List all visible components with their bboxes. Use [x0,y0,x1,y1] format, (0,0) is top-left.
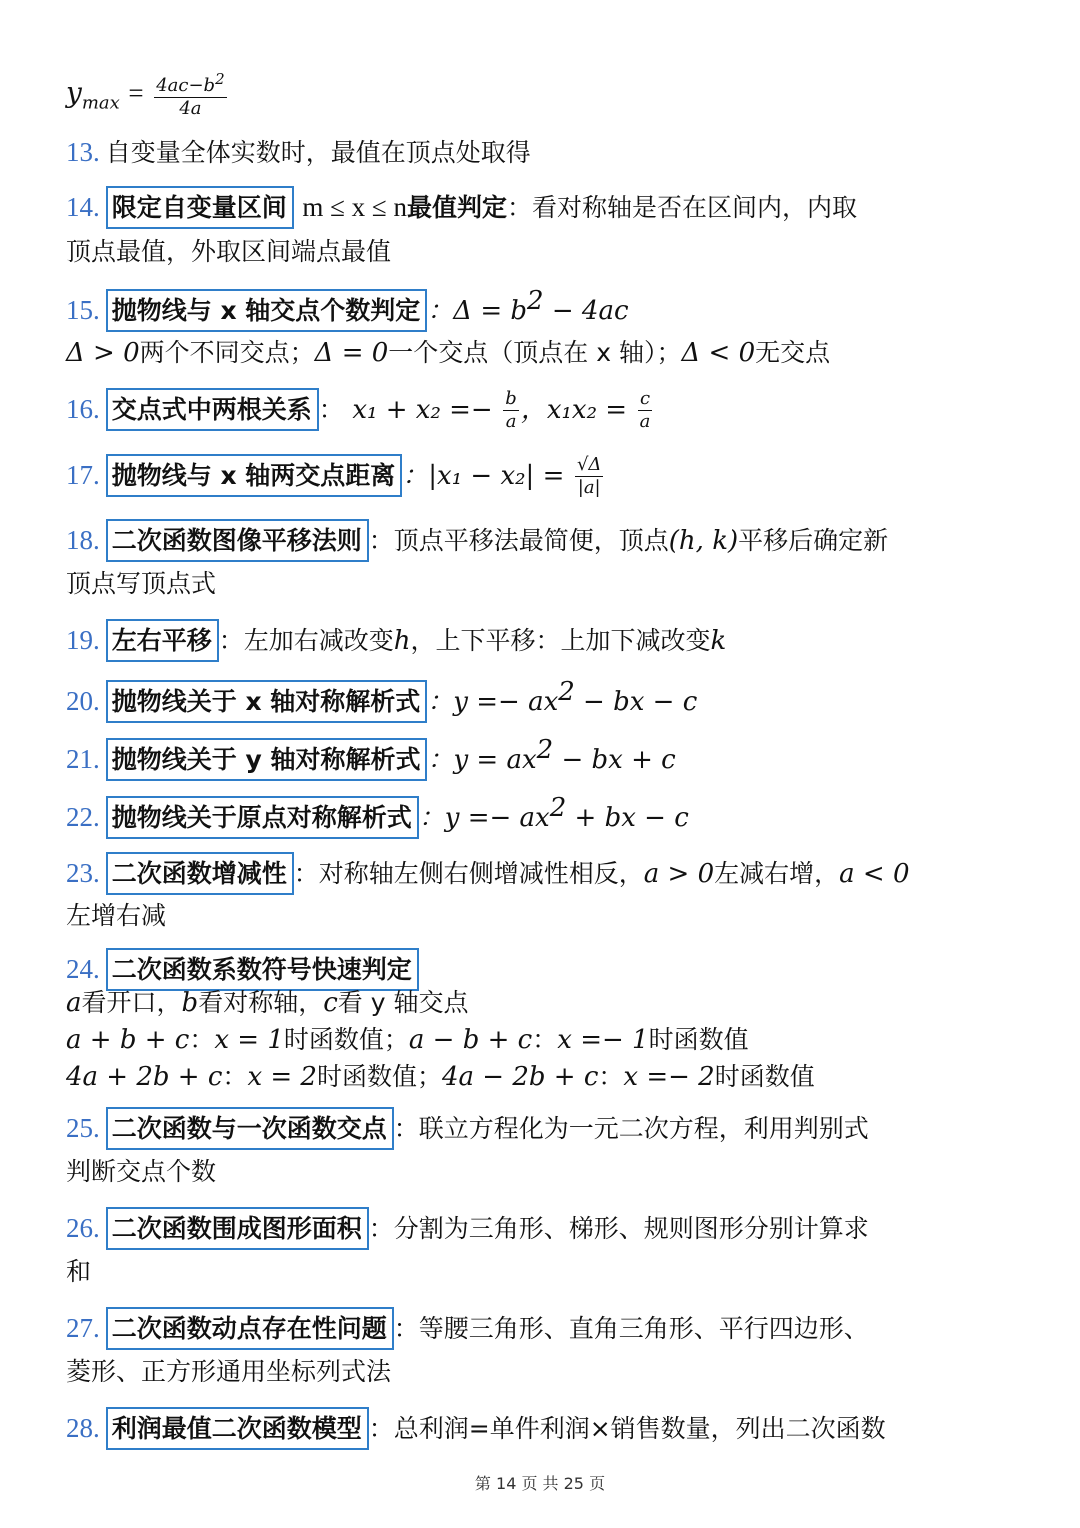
vertex-coordinates: (h, k) [668,526,739,556]
item-title-box: 利润最值二次函数模型 [106,1407,369,1450]
item-title-box: 二次函数增减性 [106,852,294,895]
item-15 [66,287,629,332]
item-number: 26. [66,1213,100,1243]
item-text: 左减右增， [714,859,840,888]
fraction-numerator: 4ac−b [156,75,216,96]
item-number: 20. [66,686,100,716]
item-27 [66,1307,869,1350]
item-23-continuation [66,900,166,931]
item-16 [66,388,654,433]
item-17 [66,454,605,499]
item-text: 顶点最值，外取区间端点最值 [66,237,392,266]
fraction-numerator: √Δ [576,454,602,476]
interval-condition: m ≤ x ≤ n [302,192,407,222]
sum-fraction [503,388,519,432]
item-title-box: 抛物线与 x 轴交点个数判定 [106,289,428,332]
ymax-subscript: max [81,92,120,114]
item-number: 21. [66,744,100,774]
separator: ： [222,1062,248,1091]
item-number: 28. [66,1413,100,1443]
expression: a + b + c [66,1025,190,1055]
item-number: 13. [66,137,100,167]
expression: 4a + 2b + c [66,1062,223,1092]
x-value: x =− 1 [557,1025,649,1055]
exponent: 2 [536,735,554,765]
condition-a-negative: a < 0 [839,859,910,889]
item-text: 顶点写顶点式 [66,569,217,598]
item-title-box: 二次函数围成图形面积 [106,1207,369,1250]
item-number: 14. [66,192,100,222]
item-number: 17. [66,460,100,490]
item-15-cases [66,337,830,369]
distance-formula: ：|x₁ − x₂| = [402,461,565,491]
item-text: ：总利润=单件利润×销售数量，列出二次函数 [368,1414,886,1443]
item-24-line-3 [66,1061,815,1093]
item-number: 24. [66,954,100,984]
condition-a-positive: a > 0 [643,859,715,889]
x-value: x = 2 [247,1062,317,1092]
fraction-denominator: |a| [577,477,601,498]
item-18 [66,519,888,562]
item-number: 16. [66,394,100,424]
item-text: 时函数值； [283,1025,409,1054]
item-text: 平移后确定新 [738,526,889,555]
item-title-box: 交点式中两根关系 [106,388,319,431]
item-28 [66,1407,886,1450]
item-title-box: 抛物线关于 x 轴对称解析式 [106,680,428,723]
item-text: 时函数值； [316,1062,442,1091]
item-18-continuation [66,568,216,599]
root-product: ，x₁x₂ = [520,395,628,425]
item-number: 15. [66,295,100,325]
formula-end: − bx − c [574,687,698,717]
item-25-continuation [66,1156,216,1187]
item-number: 22. [66,802,100,832]
item-title-box: 抛物线关于原点对称解析式 [106,796,419,839]
item-text: 看开口， [81,988,182,1017]
item-text: 时函数值 [714,1062,815,1091]
variable-k: k [710,626,727,656]
equals-sign: = [128,78,144,109]
exponent: 2 [527,286,544,316]
item-text: 看对称轴， [198,988,324,1017]
formula-end: − bx + c [553,745,676,775]
item-text: ：等腰三角形、直角三角形、平行四边形、 [393,1314,869,1343]
distance-fraction [575,454,603,498]
item-number: 27. [66,1313,100,1343]
item-24 [66,948,419,991]
formula: ：y = ax [427,745,537,775]
case-text: 一个交点（顶点在 x 轴）； [388,338,682,367]
item-title-box: 二次函数动点存在性问题 [106,1307,394,1350]
coef-c: c [323,988,338,1018]
fraction-numerator: c [639,388,651,410]
x-value: x =− 2 [623,1062,715,1092]
item-text: ：对称轴左侧右侧增减性相反， [293,859,644,888]
item-title-box: 二次函数系数符号快速判定 [106,948,419,991]
item-text: 自变量全体实数时，最值在顶点处取得 [105,138,531,167]
separator: ： [532,1025,558,1054]
item-24-line-1 [66,987,468,1019]
formula: ：y =− ax [418,803,550,833]
product-fraction [638,388,653,432]
separator: ： [598,1062,624,1091]
coef-a: a [66,988,82,1018]
item-title-box: 二次函数图像平移法则 [106,519,369,562]
item-22 [66,794,689,839]
fraction-denominator: a [505,411,517,432]
page-footer: 第 14 页 共 25 页 [474,1474,606,1493]
case-text: 无交点 [755,338,831,367]
case-condition: Δ = 0 [314,338,389,368]
ymax-formula [66,70,229,119]
item-text: 时函数值 [648,1025,749,1054]
item-text: 看 y 轴交点 [337,988,469,1017]
fraction-denominator: a [639,411,651,432]
item-23 [66,852,910,895]
discriminant-formula-end: − 4ac [543,296,629,326]
item-text: ：联立方程化为一元二次方程，利用判别式 [393,1114,869,1143]
item-27-continuation [66,1356,391,1387]
item-text: 判断交点个数 [66,1157,217,1186]
item-title-box: 限定自变量区间 [106,186,294,229]
discriminant-formula: ：Δ = b [427,296,528,326]
exponent: 2 [558,677,575,707]
expression: 4a − 2b + c [441,1062,599,1092]
item-title-box: 抛物线关于 y 轴对称解析式 [106,738,428,781]
root-sum: x₁ + x₂ =− [352,395,493,425]
fraction-exponent: 2 [215,70,225,88]
item-14-continuation [66,236,391,267]
item-text: ，上下平移：上加下减改变 [410,626,711,655]
variable-h: h [393,626,411,656]
item-text: 左增右减 [66,901,167,930]
item-title-box: 左右平移 [106,619,219,662]
expression: a − b + c [408,1025,533,1055]
case-text: 两个不同交点； [139,338,315,367]
separator: ： [318,395,344,424]
item-text: 和 [66,1257,92,1286]
item-text: ：分割为三角形、梯形、规则图形分别计算求 [368,1214,869,1243]
case-condition: Δ > 0 [66,338,140,368]
item-26-continuation [66,1256,91,1287]
separator: ： [189,1025,215,1054]
item-26 [66,1207,869,1250]
coef-b: b [181,988,199,1018]
item-24-line-2 [66,1024,749,1056]
item-title-box: 二次函数与一次函数交点 [106,1107,394,1150]
item-14 [66,186,857,229]
fraction-numerator: b [505,388,517,410]
item-number: 18. [66,525,100,555]
x-value: x = 1 [214,1025,284,1055]
case-condition: Δ < 0 [681,338,756,368]
fraction-denominator: 4a [179,97,202,119]
formula: ：y =− ax [427,687,559,717]
item-20 [66,678,697,723]
item-text: 菱形、正方形通用坐标列式法 [66,1357,392,1386]
item-25 [66,1107,869,1150]
item-text: ：顶点平移法最简便，顶点 [368,526,669,555]
item-19 [66,619,726,662]
item-number: 23. [66,858,100,888]
exponent: 2 [549,793,567,823]
item-number: 25. [66,1113,100,1143]
ymax-fraction [154,70,226,119]
item-13 [66,137,531,168]
item-text: ：左加右减改变 [218,626,394,655]
item-number: 19. [66,625,100,655]
item-21 [66,736,676,781]
ymax-symbol: y [66,76,82,110]
formula-end: + bx − c [566,803,689,833]
item-title-box: 抛物线与 x 轴两交点距离 [106,454,403,497]
item-text: ：看对称轴是否在区间内，内取 [507,193,858,222]
bold-label: 最值判定 [407,193,508,222]
